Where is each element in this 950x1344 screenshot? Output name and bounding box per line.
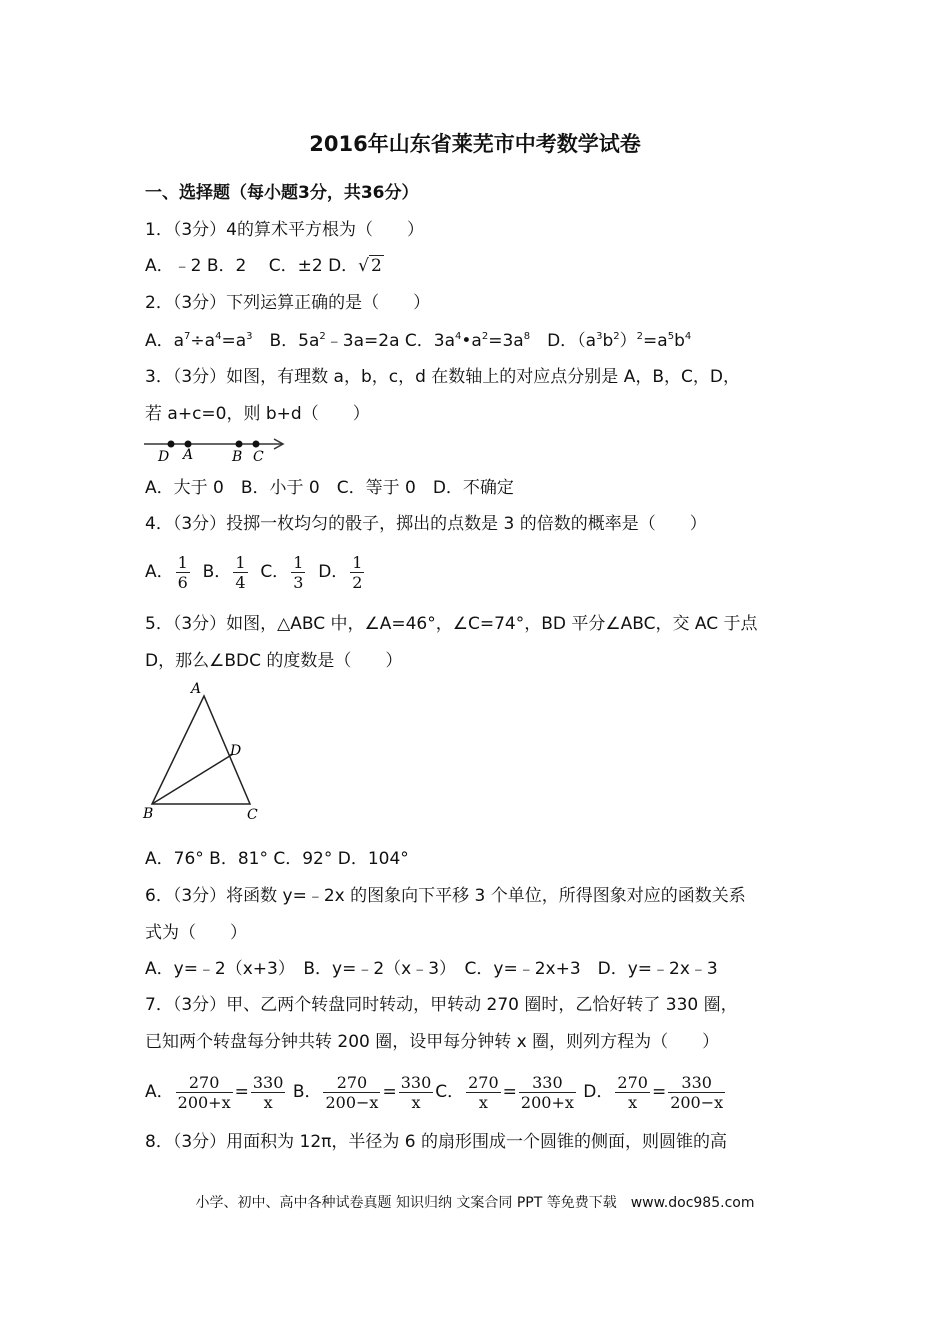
exponent: 4 [684,331,692,342]
question-3-stem-line1: 3．（3分）如图，有理数 a，b，c，d 在数轴上的对应点分别是 A，B，C，D， [145,367,740,387]
numerator: 270 [468,1072,499,1092]
exponent: 4 [215,331,222,342]
option-text: ） [619,331,637,351]
fraction [615,1073,650,1112]
exponent: 3 [596,331,603,342]
numerator: 1 [352,552,363,572]
option-text: A．a [145,331,185,351]
option-text: C．3a [399,331,456,351]
question-6-stem-line1: 6．（3分）将函数 y=﹣2x 的图象向下平移 3 个单位，所得图象对应的函数关系 [145,886,746,906]
label-a: A [183,447,194,463]
denominator: 6 [177,572,188,592]
question-4-stem: 4．（3分）投掷一枚均匀的骰子，掷出的点数是 3 的倍数的概率是（ ） [145,514,707,534]
question-7-stem-line1: 7．（3分）甲、乙两个转盘同时转动，甲转动 270 圈时，乙恰好转了 330 圈， [145,995,738,1015]
question-2-options [145,330,691,352]
page-footer: 小学、初中、高中各种试卷真题 知识归纳 文案合同 PPT 等免费下载 www.doc985.com [195,1195,755,1211]
label-d: D [158,449,170,465]
exponent: 4 [455,331,462,342]
exponent: 2 [636,331,644,342]
section-heading: 一、选择题（每小题3分，共36分） [145,183,419,203]
fraction [399,1073,434,1112]
question-1-options [145,255,384,277]
equals-sign: = [382,1082,397,1102]
question-2-stem: 2．（3分）下列运算正确的是（ ） [145,293,431,313]
option-text: D．（a [530,331,597,351]
option-label: D． [318,562,349,582]
option-text: =a [643,331,668,351]
option-label: A． [145,1082,174,1102]
question-1-stem: 1．（3分）4的算术平方根为（ ） [145,220,424,240]
numerator: 270 [176,1073,233,1093]
vertex-label-d: D [230,743,242,759]
exponent: 2 [319,331,326,342]
denominator: x [478,1092,488,1112]
page-title: 2016年山东省莱芜市中考数学试卷 [309,132,641,156]
point-b [236,441,243,448]
numerator: 270 [617,1072,648,1092]
sqrt-symbol: √ 2 [358,256,382,276]
label-b: B [232,449,243,465]
denominator: 200−x [325,1092,379,1112]
question-3-options: A．大于 0 B．小于 0 C．等于 0 D．不确定 [145,478,514,498]
option-text: b [674,331,685,351]
denominator: 3 [293,572,304,592]
fraction [668,1073,725,1112]
option-text: •a [461,331,482,351]
option-text: ÷a [190,331,216,351]
fraction [350,553,364,592]
equals-sign: = [234,1082,249,1102]
denominator: 200+x [520,1092,574,1112]
number-line-figure [140,432,290,466]
option-label: C． [260,562,290,582]
fraction [466,1073,501,1112]
fraction [176,1073,233,1112]
numerator: 1 [293,552,304,572]
question-7-stem-line2: 已知两个转盘每分钟共转 200 圈，设甲每分钟转 x 圈，则列方程为（ ） [145,1032,720,1052]
fraction [251,1073,286,1112]
question-6-stem-line2: 式为（ ） [145,923,247,943]
option-label: B． [202,562,232,582]
exponent: 2 [613,331,620,342]
exponent: 2 [481,331,489,342]
option-label: B． [292,1082,322,1102]
fraction [291,553,305,592]
numerator: 1 [235,552,246,572]
question-5-options: A．76° B．81° C．92° D．104° [145,849,409,869]
fraction [176,553,190,592]
denominator: x [263,1092,273,1112]
option-text: =a [221,331,247,351]
point-c [253,441,260,448]
denominator: 200−x [670,1092,724,1112]
numerator: 270 [323,1073,380,1093]
option-label: A． [145,562,174,582]
sqrt-radicand: 2 [371,256,382,276]
vertex-label-a: A [191,681,202,697]
denominator: x [411,1092,421,1112]
exponent: 5 [667,331,675,342]
numerator: 330 [252,1072,284,1092]
fraction [233,553,247,592]
question-5-stem-line1: 5．（3分）如图，△ABC 中，∠A=46°，∠C=74°，BD 平分∠ABC，交 AC 于点 [145,614,758,634]
equals-sign: = [502,1082,517,1102]
triangle-figure [140,680,270,825]
denominator: x [628,1092,638,1112]
option-label: C． [435,1082,465,1102]
option-text: ﹣3a=2a [325,331,400,351]
point-d [168,441,175,448]
vertex-label-c: C [247,807,258,823]
fraction [519,1073,576,1112]
vertex-label-b: B [143,806,154,822]
option-text: B．5a [252,331,320,351]
question-6-options: A．y=﹣2（x+3） B．y=﹣2（x﹣3） C．y=﹣2x+3 D．y=﹣2x﹣3 [145,959,718,979]
option-text: b [602,331,614,351]
exponent: 3 [246,331,253,342]
label-c: C [253,449,264,465]
question-7-options [145,1071,727,1113]
question-1-options-text: A．﹣2 B．2 C．±2 D． [145,256,359,276]
numerator: 1 [177,552,188,572]
equals-sign: = [651,1082,667,1102]
numerator: 330 [400,1072,432,1092]
numerator: 330 [519,1073,576,1093]
fraction [323,1073,380,1112]
denominator: 2 [352,572,363,592]
question-3-stem-line2: 若 a+c=0，则 b+d（ ） [145,404,370,424]
denominator: 200+x [177,1092,231,1112]
question-5-stem-line2: D，那么∠BDC 的度数是（ ） [145,651,403,671]
exponent: 8 [523,331,531,342]
option-label: D． [583,1082,614,1102]
denominator: 4 [235,572,246,592]
option-text: =3a [488,331,524,351]
question-4-options [145,552,366,592]
question-8-stem-line1: 8．（3分）用面积为 12π，半径为 6 的扇形围成一个圆锥的侧面，则圆锥的高 [145,1132,728,1152]
numerator: 330 [668,1073,725,1093]
exponent: 7 [184,331,191,342]
